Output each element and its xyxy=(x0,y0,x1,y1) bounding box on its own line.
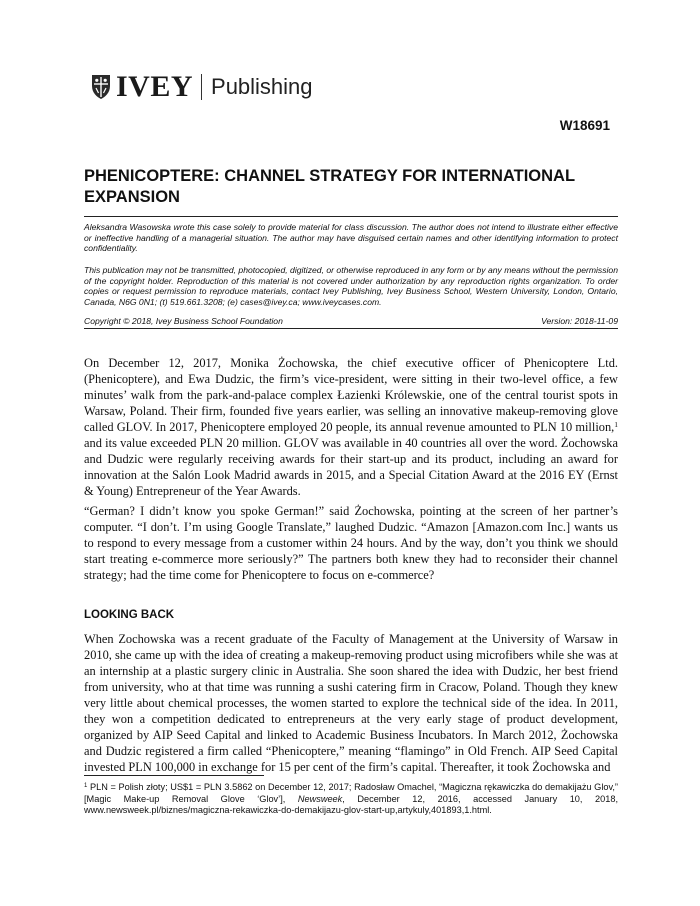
case-title: PHENICOPTERE: CHANNEL STRATEGY FOR INTERNATIONAL EXPANSION xyxy=(84,167,575,206)
copyright-text: Copyright © 2018, Ivey Business School Foundation xyxy=(84,316,283,326)
footnote-text-cont: , December 12, 2016, accessed January 10, 2018, www.newsweek.pl/biznes/magiczna-rekawiczka-do-demakijazu-glov-start-up,artykuly,401893,1.html. xyxy=(84,793,619,816)
header-bottom-rule xyxy=(84,328,618,329)
footnote-marker: 1 xyxy=(84,783,88,789)
ivey-crest-icon xyxy=(90,73,112,101)
logo-divider xyxy=(201,74,202,100)
footnote-reference[interactable]: 1 xyxy=(614,420,618,429)
paragraph-opening-text-cont: and its value exceeded PLN 20 million. GLOV was available in 40 countries all over the word. Żochowska and Dudzic were regularly receiving awards for their start-up and its product, including an award for innovation at the Salón Look Madrid awards in 2015, and a Special Citation Award at the 2016 EY (Ernst & Young) Entrepreneur of the Year Awards. xyxy=(84,436,618,498)
ivey-publishing-logo xyxy=(90,70,313,104)
publisher-wordmark: Publishing xyxy=(211,74,313,99)
paragraph-opening-text: On December 12, 2017, Monika Żochowska, the chief executive officer of Phenicoptere Ltd. (Phenicoptere), and Ewa Dudzic, the firm’s vice-president, were sitting in their two-level office, a few minutes’ walk from the park-and-palace complex Łazienki Królewskie, one of the central tourist spots in Warsaw, Poland. Their firm, founded five years earlier, was selling an innovative makeup-removing glove called GLOV. In 2017, Phenicoptere employed 20 people, its annual revenue amounted to PLN 10 million, xyxy=(84,356,618,434)
version-text: Version: 2018-11-09 xyxy=(541,316,618,326)
footnote-text: PLN = Polish złoty; US$1 = PLN 3.5862 on December 12, 2017; Radosław Omachel, “Magiczna rękawiczka do demakijażu Glov,” [Magic Make-up Removal Glove ‘Glov’], xyxy=(84,782,618,804)
authorship-note: Aleksandra Wasowska wrote this case solely to provide material for class discussion. The author does not intend to illustrate either effective or ineffective handling of a managerial situation. The author may have disguised certain names and other identifying information to protect confidentiality. xyxy=(84,222,618,254)
paragraph-opening xyxy=(84,355,618,499)
section-heading-looking-back: LOOKING BACK xyxy=(84,609,175,621)
footnote-1 xyxy=(84,782,618,817)
paragraph-dialogue: “German? I didn’t know you spoke German!” said Żochowska, pointing at the screen of her partner’s computer. “I don’t. I’m using Google Translate,” laughed Dudzic. “Amazon [Amazon.com Inc.] wants us to respond to every message from a customer within 24 hours. And by the way, don’t you think we should start treating e-commerce more seriously?” The partners both knew they had to reconsider their channel strategy; had the time come for Phenicoptere to focus on e-commerce? xyxy=(84,504,618,582)
brand-wordmark: IVEY xyxy=(116,70,194,103)
footnote-publication: Newsweek xyxy=(297,793,343,804)
case-number: W18691 xyxy=(559,118,610,133)
permissions-note: This publication may not be transmitted, photocopied, digitized, or otherwise reproduced in any form or by any means without the permission of the copyright holder. Reproduction of this material is not covered under authorization by any reproduction rights organization. To order copies or request permission to reproduce materials, contact Ivey Publishing, Ivey Business School, Western University, London, Ontario, Canada, N6G 0N1; (t) 519.661.3208; (e) cases@ivey.ca; www.iveycases.com. xyxy=(84,265,618,307)
title-rule xyxy=(84,216,618,217)
footnote-separator xyxy=(84,775,264,776)
copyright-line xyxy=(84,316,618,327)
paragraph-history: When Zochowska was a recent graduate of the Faculty of Management at the University of Warsaw in 2010, she came up with the idea of creating a makeup-removing product using microfibers while she was at an internship at a plastic surgery clinic in Australia. She soon shared the idea with Dudzic, her best friend from university, who at that time was running a sushi catering firm in Cracow, Poland. Though they knew very little about chemical processes, the women started to explore the technical side of the idea. In 2011, they won a competition dedicated to entrepreneurs at the very early stage of product development, organized by AIP Seed Capital and linked to Academic Business Incubators. In March 2012, Żochowska and Dudzic registered a firm called “Phenicoptere,” meaning “flamingo” in Old French. AIP Seed Capital invested PLN 100,000 in exchange for 15 per cent of the firm’s capital. Thereafter, it took Żochowska and xyxy=(84,632,619,774)
